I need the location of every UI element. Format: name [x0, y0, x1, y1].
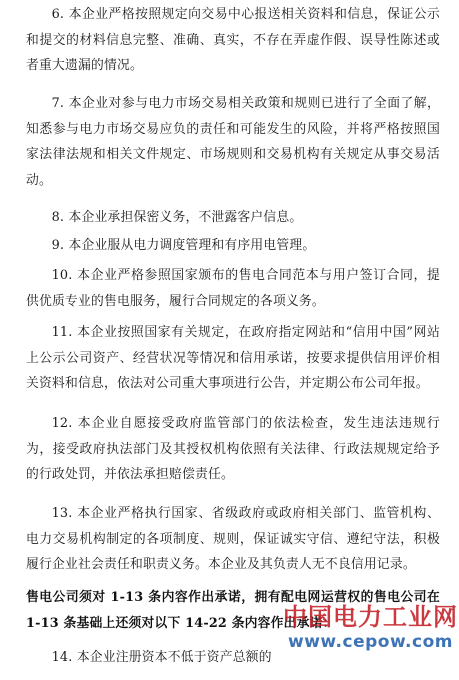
paragraph-11: 11. 本企业按照国家有关规定，在政府指定网站和“信用中国”网站上公示公司资产、经营状况等情况和信用承诺，按要求提供信用评价相关资料和信息，依法对公司重大事项进行公告，并定期公布公司年报。	[26, 325, 440, 391]
paragraph-12: 12. 本企业自愿接受政府监管部门的依法检查，发生违法违规行为，接受政府执法部门及其授权机构依照有关法律、行政法规规定给予的行政处罚，并依法承担赔偿责任。	[26, 416, 440, 482]
watermark-url: www.cepow.com	[288, 632, 453, 652]
paragraph-7: 7. 本企业对参与电力市场交易相关政策和规则已进行了全面了解，知悉参与电力市场交易应负的责任和可能发生的风险，并将严格按照国家法律法规和相关文件规定、市场规则和交易机构有关规定从事交易活动。	[26, 96, 440, 188]
paragraph-9: 9. 本企业服从电力调度管理和有序用电管理。	[51, 238, 316, 253]
paragraph-8: 8. 本企业承担保密义务，不泄露客户信息。	[51, 210, 303, 225]
paragraph-6: 6. 本企业严格按照规定向交易中心报送相关资料和信息，保证公示和提交的材料信息完整、准确、真实，不存在弄虚作假、误导性陈述或者重大遗漏的情况。	[26, 7, 440, 73]
watermark-title: 中国电力工业网	[283, 603, 458, 631]
paragraph-13: 13. 本企业严格执行国家、省级政府或政府相关部门、监管机构、电力交易机构制定的各项制度、规则，保证诚实守信、遵纪守法，积极履行企业社会责任和职责义务。本企业及其负责人无不良信用记录。	[26, 506, 440, 572]
paragraph-10: 10. 本企业严格参照国家颁布的售电合同范本与用户签订合同，提供优质专业的售电服务，履行合同规定的各项义务。	[26, 268, 440, 309]
commitment-instruction: 售电公司须对 1-13 条内容作出承诺，拥有配电网运营权的售电公司在 1-13 条基础上还须对以下 14-22 条内容作出承诺：	[26, 590, 440, 631]
paragraph-14: 14. 本企业注册资本不低于资产总额的	[51, 650, 272, 665]
